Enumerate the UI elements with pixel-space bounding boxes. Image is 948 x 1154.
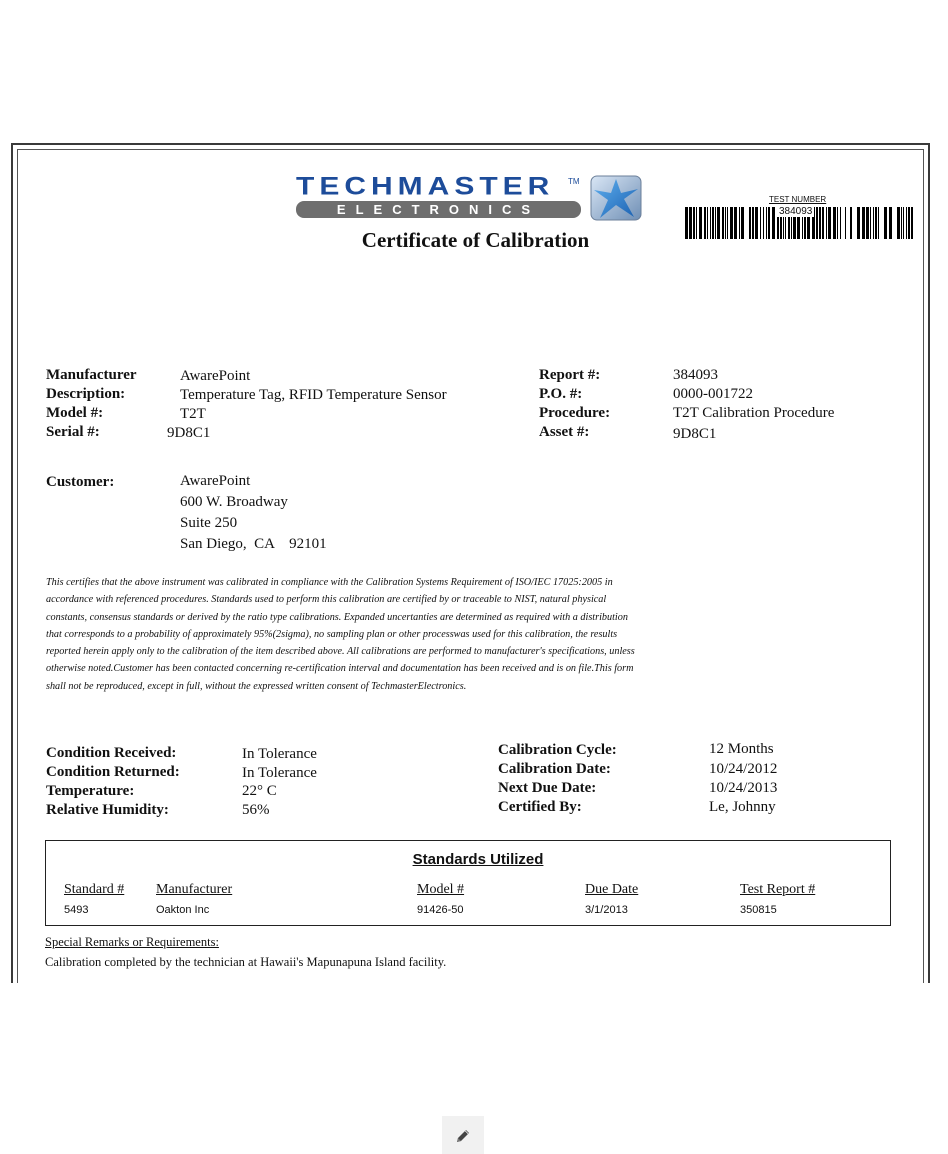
calibration-date-label: Calibration Date: (498, 761, 611, 777)
po-label: P.O. #: (539, 386, 583, 402)
condition-returned-label: Condition Returned: (46, 764, 180, 780)
asset-value: 9D8C1 (673, 426, 717, 442)
standards-title: Standards Utilized (412, 851, 544, 868)
pencil-icon (455, 1128, 471, 1144)
column-header-model: Model # (417, 882, 465, 897)
certified-by-label: Certified By: (498, 799, 582, 815)
column-header-manufacturer: Manufacturer (156, 882, 233, 897)
special-remarks-text: Calibration completed by the technician at Hawaii's Mapunapuna Island facility. (45, 955, 447, 969)
serial-label: Serial #: (46, 424, 100, 440)
description-value: Temperature Tag, RFID Temperature Sensor (180, 387, 447, 403)
po-value: 0000-001722 (673, 386, 753, 402)
special-remarks-label: Special Remarks or Requirements: (45, 935, 219, 949)
certified-by-value: Le, Johnny (709, 799, 776, 815)
calibration-cycle-value: 12 Months (709, 741, 774, 757)
manufacturer-label: Manufacturer (46, 367, 137, 383)
column-header-standard: Standard # (64, 882, 125, 897)
condition-received-value: In Tolerance (242, 746, 317, 762)
calibration-date-value: 10/24/2012 (709, 761, 778, 777)
serial-value: 9D8C1 (167, 425, 211, 441)
condition-returned-value: In Tolerance (242, 765, 317, 781)
humidity-label: Relative Humidity: (46, 802, 169, 818)
calibration-cycle-label: Calibration Cycle: (498, 742, 617, 758)
description-label: Description: (46, 386, 126, 402)
report-label: Report #: (539, 367, 601, 383)
statement-line: that corresponds to a probability of approximately 95%(2sigma), no sampling plan or other processwas used for this calibration, the results (46, 628, 618, 640)
column-header-test-report: Test Report # (740, 882, 816, 897)
procedure-label: Procedure: (539, 405, 611, 421)
statement-line: reported herein apply only to the calibration of the item described above. All calibrations are performed to manufacturer's specifications, unless (46, 646, 635, 658)
model-value: T2T (180, 406, 206, 422)
statement-line: This certifies that the above instrument was calibrated in compliance with the Calibration Systems Requirement of ISO/IEC 17025:2005 in (46, 577, 613, 588)
logo-subtitle: ELECTRONICS (296, 201, 581, 218)
next-due-date-label: Next Due Date: (498, 780, 597, 796)
standards-utilized-table (45, 840, 891, 926)
next-due-date-value: 10/24/2013 (709, 780, 778, 796)
statement-line: otherwise noted.Customer has been contacted concerning re-certification interval and documentation has been received and is on file.This form (46, 663, 634, 675)
model-label: Model #: (46, 405, 104, 421)
condition-received-label: Condition Received: (46, 745, 177, 761)
calibration-certificate (11, 143, 930, 983)
table-cell-test-report: 350815 (740, 904, 777, 916)
test-number-label: TEST NUMBER (769, 195, 827, 204)
procedure-value: T2T Calibration Procedure (673, 405, 835, 421)
table-cell-due-date: 3/1/2013 (585, 904, 628, 916)
customer-line: San Diego, CA 92101 (180, 536, 327, 552)
star-burst-icon (590, 175, 642, 221)
statement-line: shall not be reproduced, except in full, without the expressed written consent of TechmasterElectronics. (46, 680, 467, 692)
humidity-value: 56% (242, 802, 270, 818)
temperature-value: 22° C (242, 783, 277, 799)
customer-line: Suite 250 (180, 515, 238, 531)
customer-label: Customer: (46, 474, 115, 490)
manufacturer-value: AwarePoint (180, 368, 251, 384)
table-cell-standard: 5493 (64, 904, 89, 916)
certification-statement (46, 574, 806, 695)
test-number-barcode (685, 191, 913, 241)
table-cell-model: 91426-50 (417, 904, 464, 916)
techmaster-logo (296, 175, 656, 225)
temperature-label: Temperature: (46, 783, 135, 799)
statement-line: constants, consensus standards or derived by the ratio type calibrations. Expanded uncertanties are determined as required with a distribution (46, 611, 628, 623)
edit-button[interactable] (442, 1116, 484, 1154)
table-cell-manufacturer: Oakton Inc (156, 904, 210, 916)
column-header-due-date: Due Date (585, 882, 639, 897)
statement-line: accordance with referenced procedures. Standards used to perform this calibration are certified by or traceable to NIST, natural physical (46, 594, 607, 606)
logo-wordmark: TECHMASTER (296, 173, 555, 201)
asset-label: Asset #: (539, 424, 590, 440)
logo-trademark: TM (568, 177, 580, 186)
certificate-title: Certificate of Calibration (361, 228, 590, 252)
report-value: 384093 (673, 367, 718, 383)
customer-line: AwarePoint (180, 473, 251, 489)
test-number-value: 384093 (779, 206, 813, 217)
customer-line: 600 W. Broadway (180, 494, 288, 510)
